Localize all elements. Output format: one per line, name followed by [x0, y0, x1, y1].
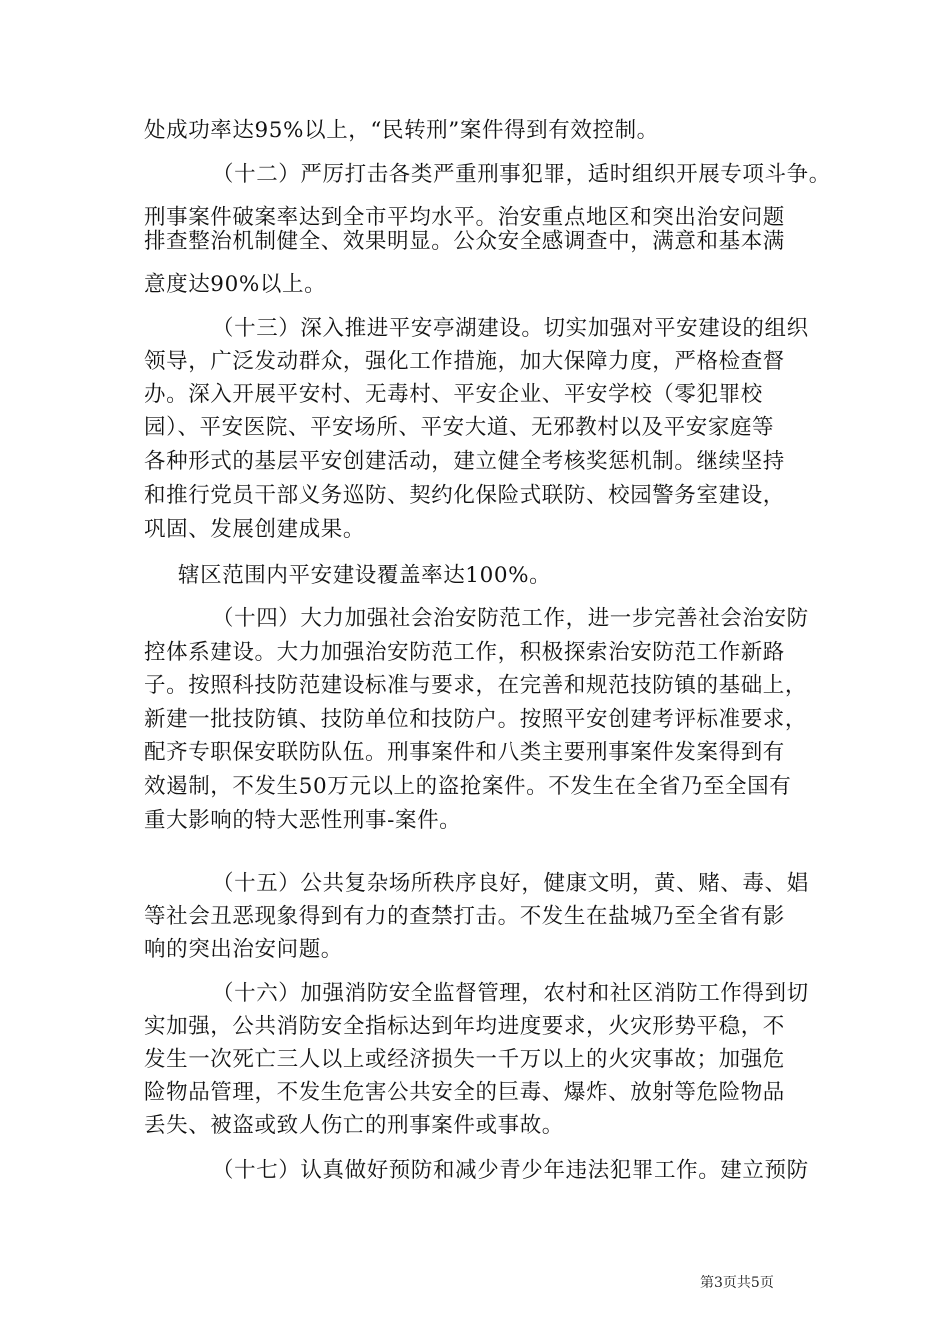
paragraph-line: （十五）公共复杂场所秩序良好，健康文明，黄、赌、毒、娼	[212, 871, 809, 896]
paragraph-line: 配齐专职保安联防队伍。刑事案件和八类主要刑事案件发案得到有	[144, 740, 785, 765]
paragraph-line: 刑事案件破案率达到全市平均水平。治安重点地区和突出治安问题	[144, 205, 785, 230]
paragraph-line: （十三）深入推进平安亭湖建设。切实加强对平安建设的组织	[212, 316, 809, 341]
paragraph-line: 和推行党员干部义务巡防、契约化保险式联防、校园警务室建设，	[144, 483, 785, 508]
paragraph-line: 新建一批技防镇、技防单位和技防户。按照平安创建考评标准要求，	[144, 707, 808, 732]
paragraph-line: 响的突出治安问题。	[144, 937, 343, 962]
paragraph-line: 园）、平安医院、平安场所、平安大道、无邪教村以及平安家庭等	[144, 415, 775, 440]
paragraph-line: 控体系建设。大力加强治安防范工作，积极探索治安防范工作新路	[144, 640, 785, 665]
paragraph-line: 效遏制，不发生50万元以上的盗抢案件。不发生在全省乃至全国有	[144, 774, 792, 799]
paragraph-line: （十四）大力加强社会治安防范工作，进一步完善社会治安防	[212, 606, 809, 631]
paragraph-line: 发生一次死亡三人以上或经济损失一千万以上的火灾事故；加强危	[144, 1047, 785, 1072]
paragraph-line: 意度达90%以上。	[144, 272, 327, 297]
page-indicator: 第3页共5页	[700, 1275, 774, 1291]
paragraph-line: 重大影响的特大恶性刑事-案件。	[144, 808, 462, 833]
paragraph-line: 处成功率达95%以上，“民转刑”案件得到有效控制。	[144, 118, 659, 143]
paragraph-line: 各种形式的基层平安创建活动，建立健全考核奖惩机制。继续坚持	[144, 449, 785, 474]
paragraph-line: 实加强，公共消防安全指标达到年均进度要求，火灾形势平稳，不	[144, 1014, 785, 1039]
paragraph-line: 子。按照科技防范建设标准与要求，在完善和规范技防镇的基础上，	[144, 673, 808, 698]
paragraph-line: （十七）认真做好预防和减少青少年违法犯罪工作。建立预防	[212, 1158, 809, 1183]
paragraph-line: 排查整治机制健全、效果明显。公众安全感调查中，满意和基本满	[144, 229, 785, 254]
paragraph-line: 丢失、被盗或致人伤亡的刑事案件或事故。	[144, 1113, 564, 1138]
paragraph-line: 等社会丑恶现象得到有力的查禁打击。不发生在盐城乃至全省有影	[144, 904, 785, 929]
paragraph-line: 巩固、发展创建成果。	[144, 517, 366, 542]
paragraph-line: 辖区范围内平安建设覆盖率达100%。	[178, 563, 552, 588]
paragraph-line: 领导，广泛发动群众，强化工作措施，加大保障力度，严格检查督	[144, 349, 785, 374]
paragraph-line: （十六）加强消防安全监督管理，农村和社区消防工作得到切	[212, 981, 809, 1006]
paragraph-line: （十二）严厉打击各类严重刑事犯罪，适时组织开展专项斗争。	[212, 162, 831, 187]
paragraph-line: 办。深入开展平安村、无毒村、平安企业、平安学校（零犯罪校	[144, 382, 763, 407]
paragraph-line: 险物品管理，不发生危害公共安全的巨毒、爆炸、放射等危险物品	[144, 1080, 785, 1105]
